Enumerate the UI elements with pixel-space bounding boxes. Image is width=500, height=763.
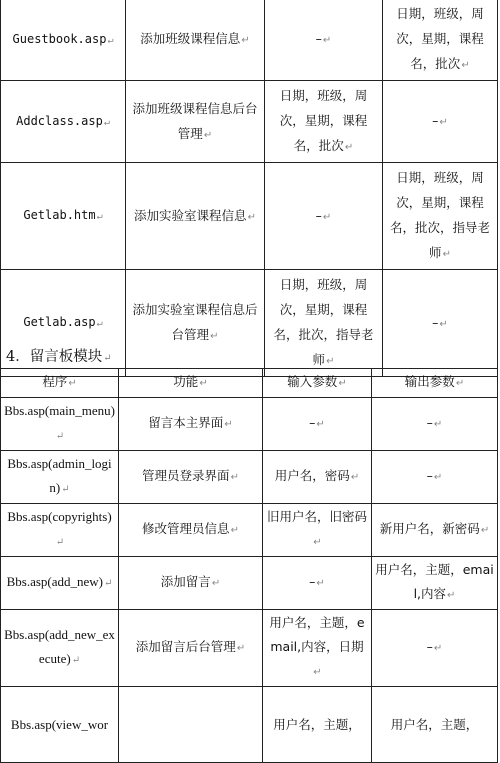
function-cell: 添加实验室课程信息后台管理↵ [126, 270, 265, 377]
function-cell [119, 687, 263, 763]
input-cell: 日期，班级，周次，星期，课程名，批次↵ [265, 81, 383, 163]
bbs-module-table [0, 368, 498, 763]
output-cell: 用户名，主题，email,内容↵ [372, 557, 498, 610]
input-cell: –↵ [265, 0, 383, 81]
column-header-program: 程序↵ [1, 369, 119, 398]
program-table-top [0, 0, 498, 377]
output-cell: –↵ [383, 270, 498, 377]
table-row [1, 163, 498, 270]
function-cell: 管理员登录界面↵ [119, 451, 263, 504]
function-cell: 添加班级课程信息后台管理↵ [126, 81, 265, 163]
table-row [1, 557, 498, 610]
program-cell: Bbs.asp(view_wor [1, 687, 119, 763]
output-cell: –↵ [372, 451, 498, 504]
program-cell: Bbs.asp(admin_login)↵ [1, 451, 119, 504]
output-cell: 用户名，主题， [372, 687, 498, 763]
program-cell: Bbs.asp(add_new)↵ [1, 557, 119, 610]
function-cell: 添加留言后台管理↵ [119, 610, 263, 687]
column-header-input: 输入参数↵ [263, 369, 372, 398]
section-heading: 4．留言板模块↵ [6, 349, 112, 365]
input-cell: 用户名，主题，email,内容，日期↵ [263, 610, 372, 687]
program-cell: Bbs.asp(main_menu)↵ [1, 398, 119, 451]
input-cell: 用户名，密码↵ [263, 451, 372, 504]
output-cell: 新用户名，新密码↵ [372, 504, 498, 557]
output-cell: 日期，班级，周次，星期，课程名，批次，指导老师↵ [383, 163, 498, 270]
table-row [1, 398, 498, 451]
input-cell: –↵ [263, 557, 372, 610]
program-cell: Getlab.asp↵ [1, 270, 126, 377]
output-cell: –↵ [383, 81, 498, 163]
output-cell: 日期，班级，周次，星期，课程名，批次↵ [383, 0, 498, 81]
function-cell: 添加实验室课程信息↵ [126, 163, 265, 270]
output-cell: –↵ [372, 610, 498, 687]
input-cell: –↵ [263, 398, 372, 451]
table-row [1, 81, 498, 163]
input-cell: 用户名，主题， [263, 687, 372, 763]
program-cell: Getlab.htm↵ [1, 163, 126, 270]
input-cell: 旧用户名，旧密码↵ [263, 504, 372, 557]
function-cell: 添加留言↵ [119, 557, 263, 610]
table-row [1, 687, 498, 763]
function-cell: 添加班级课程信息↵ [126, 0, 265, 81]
column-header-function: 功能↵ [119, 369, 263, 398]
output-cell: –↵ [372, 398, 498, 451]
function-cell: 留言本主界面↵ [119, 398, 263, 451]
input-cell: 日期，班级，周次，星期，课程名，批次，指导老师↵ [265, 270, 383, 377]
table-row [1, 0, 498, 81]
program-cell: Bbs.asp(add_new_execute)↵ [1, 610, 119, 687]
program-cell: Addclass.asp↵ [1, 81, 126, 163]
input-cell: –↵ [265, 163, 383, 270]
column-header-output: 输出参数↵ [372, 369, 498, 398]
program-cell: Bbs.asp(copyrights)↵ [1, 504, 119, 557]
table-row [1, 610, 498, 687]
table-row [1, 451, 498, 504]
table-row [1, 504, 498, 557]
function-cell: 修改管理员信息↵ [119, 504, 263, 557]
program-cell: Guestbook.asp↵ [1, 0, 126, 81]
header-row [1, 369, 498, 398]
